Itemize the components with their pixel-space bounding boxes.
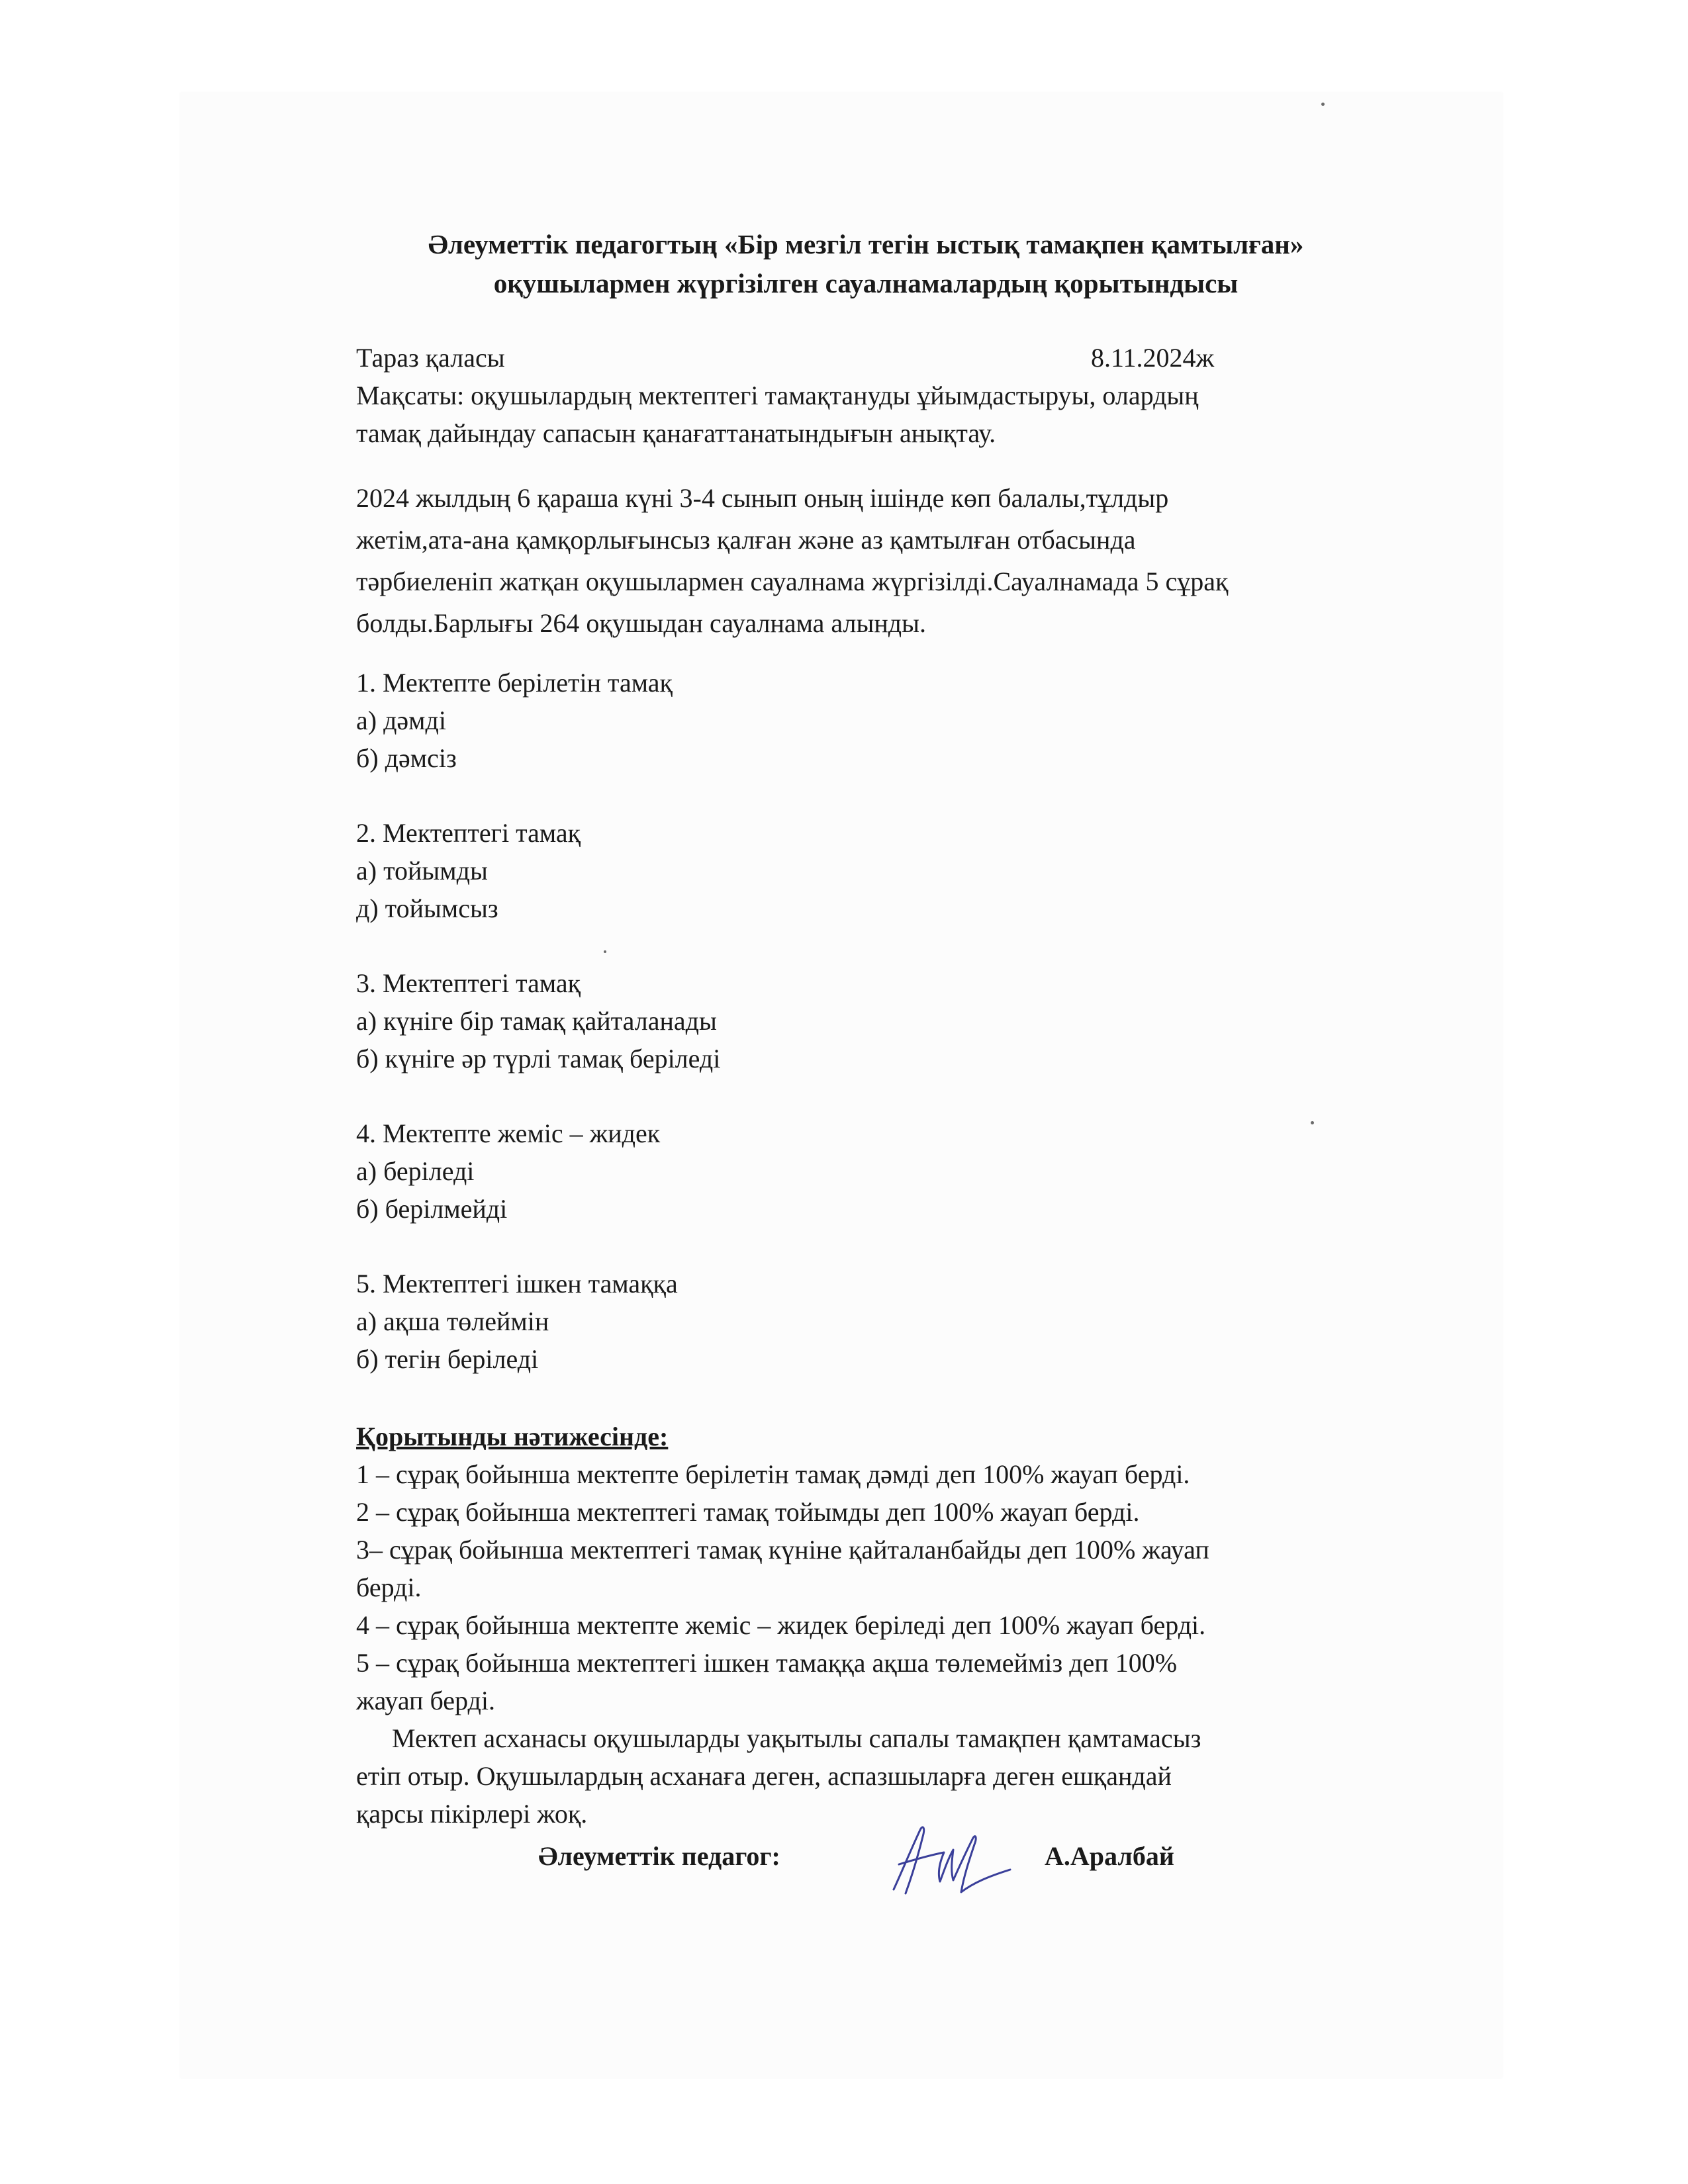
question-option: а) тойымды — [356, 856, 488, 886]
question-option: д) тойымсыз — [356, 893, 498, 923]
purpose-paragraph — [356, 377, 1389, 452]
question-option: а) күніге бір тамақ қайталанады — [356, 1006, 717, 1036]
question-option: а) беріледі — [356, 1156, 475, 1186]
question-text: 2. Мектептегі тамақ — [356, 818, 581, 848]
question-item — [356, 964, 1389, 1077]
title-line-2: оқушылармен жүргізілген сауалнамалардың қорытындысы — [493, 268, 1239, 298]
question-option: а) ақша төлеймін — [356, 1306, 549, 1336]
question-text: 3. Мектептегі тамақ — [356, 968, 581, 998]
survey-questions — [356, 664, 1389, 1378]
question-item — [356, 1115, 1389, 1228]
paper-speck — [1321, 103, 1325, 106]
question-option: б) тегін беріледі — [356, 1344, 539, 1374]
conclusion-line: етіп отыр. Оқушылардың асханаға деген, аспазшыларға деген ешқандай — [356, 1761, 1172, 1791]
question-item — [356, 664, 1389, 777]
intro-paragraph — [356, 477, 1389, 644]
handwritten-signature — [879, 1815, 1025, 1901]
question-item — [356, 814, 1389, 927]
city: Тараз қаласы — [356, 343, 505, 373]
results-section — [356, 1418, 1389, 1833]
result-line: 3– сұрақ бойынша мектептегі тамақ күніне қайталанбайды деп 100% жауап — [356, 1535, 1209, 1565]
signature-row — [356, 1838, 1389, 1891]
conclusion-line: қарсы пікірлері жоқ. — [356, 1799, 588, 1829]
results-heading: Қорытынды нәтижесінде: — [356, 1422, 669, 1451]
result-line: 5 – сұрақ бойынша мектептегі ішкен тамаққа ақша төлемейміз деп 100% — [356, 1648, 1178, 1678]
question-option: б) күніге әр түрлі тамақ беріледі — [356, 1044, 721, 1073]
question-option: б) берілмейді — [356, 1194, 508, 1224]
signature-label: Әлеуметтік педагог: — [538, 1841, 780, 1871]
question-text: 5. Мектептегі ішкен тамаққа — [356, 1269, 678, 1298]
intro-line: тәрбиеленіп жатқан оқушылармен сауалнама жүргізілді.Сауалнамада 5 сұрақ — [356, 567, 1229, 596]
question-option: б) дәмсіз — [356, 743, 457, 773]
question-text: 4. Мектепте жеміс – жидек — [356, 1118, 661, 1148]
document-title — [330, 225, 1402, 303]
intro-line: жетім,ата-ана қамқорлығынсыз қалған және аз қамтылған отбасында — [356, 525, 1136, 555]
question-item — [356, 1265, 1389, 1378]
result-line: 2 – сұрақ бойынша мектептегі тамақ тойымды деп 100% жауап берді. — [356, 1497, 1140, 1527]
title-line-1: Әлеуметтік педагогтың «Бір мезгіл тегін ыстық тамақпен қамтылған» — [428, 229, 1304, 259]
location-date-row — [356, 339, 1389, 377]
conclusion-line: Мектеп асханасы оқушыларды уақытылы сапалы тамақпен қамтамасыз — [392, 1723, 1201, 1753]
intro-line: болды.Барлығы 264 оқушыдан сауалнама алынды. — [356, 608, 926, 638]
result-line: 1 – сұрақ бойынша мектепте берілетін тамақ дәмді деп 100% жауап берді. — [356, 1459, 1190, 1489]
result-line: 4 – сұрақ бойынша мектепте жеміс – жидек беріледі деп 100% жауап берді. — [356, 1610, 1206, 1640]
purpose-line: Мақсаты: оқушылардың мектептегі тамақтануды ұйымдастыруы, олардың — [356, 381, 1199, 410]
document-date: 8.11.2024ж — [1091, 343, 1215, 373]
intro-line: 2024 жылдың 6 қараша күні 3-4 сынып оның ішінде көп балалы,тұлдыр — [356, 483, 1169, 513]
question-text: 1. Мектепте берілетін тамақ — [356, 668, 673, 698]
result-line: берді. — [356, 1572, 422, 1602]
signer-name: А.Аралбай — [1045, 1841, 1174, 1871]
purpose-line: тамақ дайындау сапасын қанағаттанатындығын анықтау. — [356, 418, 996, 448]
result-line: жауап берді. — [356, 1686, 495, 1715]
document-body — [356, 225, 1389, 1891]
question-option: а) дәмді — [356, 705, 446, 735]
